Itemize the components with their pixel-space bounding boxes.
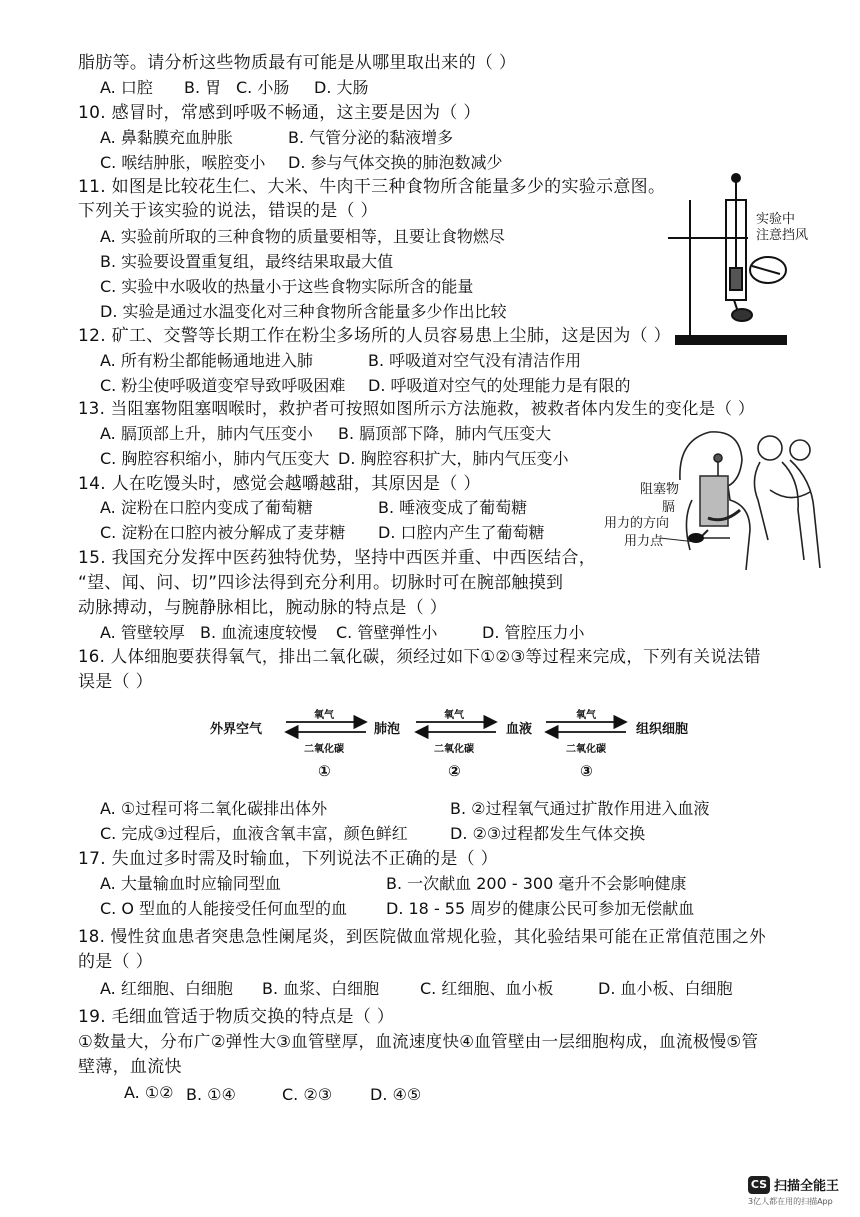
q19-option-b: B. ①④ xyxy=(186,1085,236,1104)
q19-option-c: C. ②③ xyxy=(282,1085,333,1104)
step-2: ② xyxy=(448,762,461,780)
scanner-watermark xyxy=(748,1175,839,1207)
question-15: 15. 我国充分发挥中医药独特优势，坚持中西医并重、中西医结合， xyxy=(78,548,597,568)
question-9-tail: 脂肪等。请分析这些物质最有可能是从哪里取出来的（ ） xyxy=(78,53,517,73)
calorimeter-figure xyxy=(668,170,808,350)
q10-option-d: D. 参与气体交换的肺泡数减少 xyxy=(288,153,503,172)
question-16-line2: 误是（ ） xyxy=(78,672,153,692)
question-18: 18. 慢性贫血患者突患急性阑尾炎，到医院做血常规化验，其化验结果可能在正常值范围之外 xyxy=(78,927,766,946)
question-11: 11. 如图是比较花生仁、大米、牛肉干三种食物所含能量多少的实验示意图。 xyxy=(78,177,666,197)
question-13: 13. 当阻塞物阻塞咽喉时，救护者可按照如图所示方法施救，被救者体内发生的变化是（ ） xyxy=(78,399,755,418)
q11-option-c: C. 实验中水吸收的热量小于这些食物实际所含的能量 xyxy=(100,277,474,296)
q11-option-d: D. 实验是通过水温变化对三种食物所含能量多少作出比较 xyxy=(100,302,507,321)
question-10: 10. 感冒时，常感到呼吸不畅通，这主要是因为（ ） xyxy=(78,103,481,123)
camscanner-logo-icon: CS xyxy=(748,1176,770,1194)
label-force-point: 用力点 xyxy=(624,534,664,549)
node-alveoli: 肺泡 xyxy=(374,722,401,737)
step-3: ③ xyxy=(580,762,593,780)
arrow-label-oxygen-3: 氧气 xyxy=(576,710,596,721)
question-11-line2: 下列关于该实验的说法，错误的是（ ） xyxy=(78,201,378,221)
question-12: 12. 矿工、交警等长期工作在粉尘多场所的人员容易患上尘肺，这是因为（ ） xyxy=(78,326,671,346)
q10-option-a: A. 鼻黏膜充血肿胀 xyxy=(100,128,233,147)
q12-option-a: A. 所有粉尘都能畅通地进入肺 xyxy=(100,351,313,370)
q14-option-c: C. 淀粉在口腔内被分解成了麦芽糖 xyxy=(100,523,346,542)
q19-option-a: A. ①② xyxy=(124,1083,174,1102)
q14-option-d: D. 口腔内产生了葡萄糖 xyxy=(378,523,545,542)
question-14: 14. 人在吃馒头时，感觉会越嚼越甜，其原因是（ ） xyxy=(78,474,481,494)
step-1: ① xyxy=(318,762,331,780)
arrow-label-co2-3: 二氧化碳 xyxy=(566,744,606,755)
figure-label-line1: 实验中 xyxy=(756,212,796,227)
q10-option-c: C. 喉结肿胀，喉腔变小 xyxy=(100,153,266,172)
question-17: 17. 失血过多时需及时输血，下列说法不正确的是（ ） xyxy=(78,849,498,869)
node-tissue-cells: 组织细胞 xyxy=(636,722,689,737)
question-15-line2: “望、闻、问、切”四诊法得到充分利用。切脉时可在腕部触摸到 xyxy=(78,573,564,593)
q15-option-a: A. 管壁较厚 xyxy=(100,623,185,642)
calorimeter-drawing xyxy=(668,170,808,350)
question-16: 16. 人体细胞要获得氧气，排出二氧化碳，须经过如下①②③等过程来完成，下列有关说法错 xyxy=(78,647,761,666)
q18-option-c: C. 红细胞、血小板 xyxy=(420,979,554,998)
q10-option-b: B. 气管分泌的黏液增多 xyxy=(288,128,454,147)
arrow-label-co2-1: 二氧化碳 xyxy=(304,744,344,755)
node-outside-air: 外界空气 xyxy=(210,722,263,737)
watermark-title: 扫描全能王 xyxy=(774,1179,840,1194)
q18-option-a: A. 红细胞、白细胞 xyxy=(100,979,233,998)
label-diaphragm: 膈 xyxy=(662,500,676,515)
gas-exchange-diagram xyxy=(210,700,690,790)
figure-label-line2: 注意挡风 xyxy=(756,228,809,243)
watermark-subtitle: 3亿人都在用的扫描App xyxy=(748,1197,833,1206)
q15-option-b: B. 血流速度较慢 xyxy=(200,623,318,642)
question-18-line2: 的是（ ） xyxy=(78,952,153,972)
q13-option-b: B. 膈顶部下降，肺内气压变大 xyxy=(338,424,552,443)
label-obstruction: 阻塞物 xyxy=(640,482,680,497)
question-19: 19. 毛细血管适于物质交换的特点是（ ） xyxy=(78,1007,395,1027)
q12-option-c: C. 粉尘使呼吸道变窄导致呼吸困难 xyxy=(100,376,346,395)
q14-option-b: B. 唾液变成了葡萄糖 xyxy=(378,498,528,517)
q13-option-c: C. 胸腔容积缩小，肺内气压变大 xyxy=(100,449,330,468)
q11-option-b: B. 实验要设置重复组，最终结果取最大值 xyxy=(100,252,394,271)
q18-option-b: B. 血浆、白细胞 xyxy=(262,979,380,998)
question-15-line3: 动脉搏动，与腕静脉相比，腕动脉的特点是（ ） xyxy=(78,598,448,618)
q17-option-b: B. 一次献血 200 - 300 毫升不会影响健康 xyxy=(386,874,687,893)
arrow-label-co2-2: 二氧化碳 xyxy=(434,744,474,755)
question-19-line2: ①数量大，分布广②弹性大③血管壁厚，血流速度快④血管壁由一层细胞构成，血流极慢⑤管 xyxy=(78,1032,759,1051)
arrow-label-oxygen-2: 氧气 xyxy=(444,710,464,721)
q15-option-d: D. 管腔压力小 xyxy=(482,623,585,642)
q16-option-b: B. ②过程氧气通过扩散作用进入血液 xyxy=(450,799,710,818)
q13-option-a: A. 膈顶部上升，肺内气压变小 xyxy=(100,424,313,443)
label-force-direction: 用力的方向 xyxy=(604,516,670,531)
q9-option-c: C. 小肠 xyxy=(236,78,290,97)
q13-option-d: D. 胸腔容积扩大，肺内气压变小 xyxy=(338,449,569,468)
node-blood: 血液 xyxy=(506,722,533,737)
q17-option-a: A. 大量输血时应输同型血 xyxy=(100,874,281,893)
arrow-label-oxygen-1: 氧气 xyxy=(314,710,334,721)
q19-option-d: D. ④⑤ xyxy=(370,1085,422,1104)
q12-option-d: D. 呼吸道对空气的处理能力是有限的 xyxy=(368,376,631,395)
q16-option-c: C. 完成③过程后，血液含氧丰富，颜色鲜红 xyxy=(100,824,408,843)
q17-option-c: C. O 型血的人能接受任何血型的血 xyxy=(100,899,348,918)
heimlich-figure xyxy=(600,420,840,570)
q16-option-a: A. ①过程可将二氧化碳排出体外 xyxy=(100,799,328,818)
q9-option-d: D. 大肠 xyxy=(314,78,369,97)
q16-option-d: D. ②③过程都发生气体交换 xyxy=(450,824,646,843)
q9-option-b: B. 胃 xyxy=(184,78,222,97)
q18-option-d: D. 血小板、白细胞 xyxy=(598,979,733,998)
q15-option-c: C. 管壁弹性小 xyxy=(336,623,438,642)
q17-option-d: D. 18 - 55 周岁的健康公民可参加无偿献血 xyxy=(386,899,695,918)
q14-option-a: A. 淀粉在口腔内变成了葡萄糖 xyxy=(100,498,313,517)
q11-option-a: A. 实验前所取的三种食物的质量要相等，且要让食物燃尽 xyxy=(100,227,505,246)
q9-option-a: A. 口腔 xyxy=(100,78,153,97)
question-19-line3: 壁薄，血流快 xyxy=(78,1057,182,1077)
q12-option-b: B. 呼吸道对空气没有清洁作用 xyxy=(368,351,582,370)
